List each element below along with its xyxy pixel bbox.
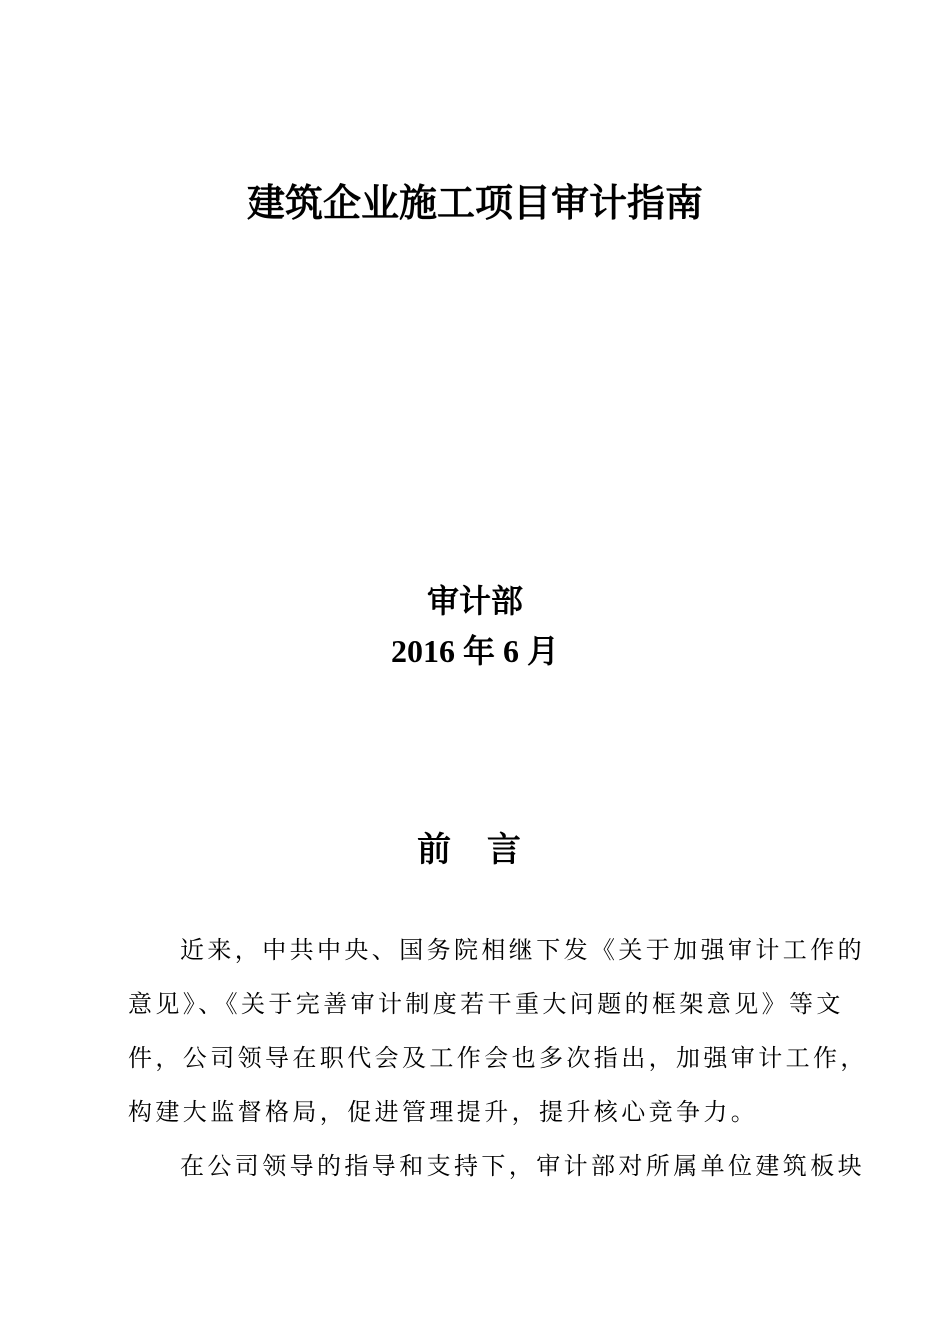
paragraph-line: 近来，中共中央、国务院相继下发《关于加强审计工作的 xyxy=(180,936,865,964)
paragraph-line: 构建大监督格局，促进管理提升，提升核心竞争力。 xyxy=(128,1098,759,1126)
paragraph-line: 件，公司领导在职代会及工作会也多次指出，加强审计工作， xyxy=(128,1044,868,1072)
preface-body xyxy=(128,928,868,1198)
document-title: 建筑企业施工项目审计指南 xyxy=(246,180,703,225)
paragraph-line: 在公司领导的指导和支持下，审计部对所属单位建筑板块 xyxy=(180,1152,865,1180)
paragraph-line: 意见》、《关于完善审计制度若干重大问题的框架意见》等文 xyxy=(128,990,844,1018)
document-date: 2016 年 6 月 xyxy=(390,633,559,669)
department-name: 审计部 xyxy=(426,582,523,620)
preface-heading: 前 言 xyxy=(417,830,533,870)
